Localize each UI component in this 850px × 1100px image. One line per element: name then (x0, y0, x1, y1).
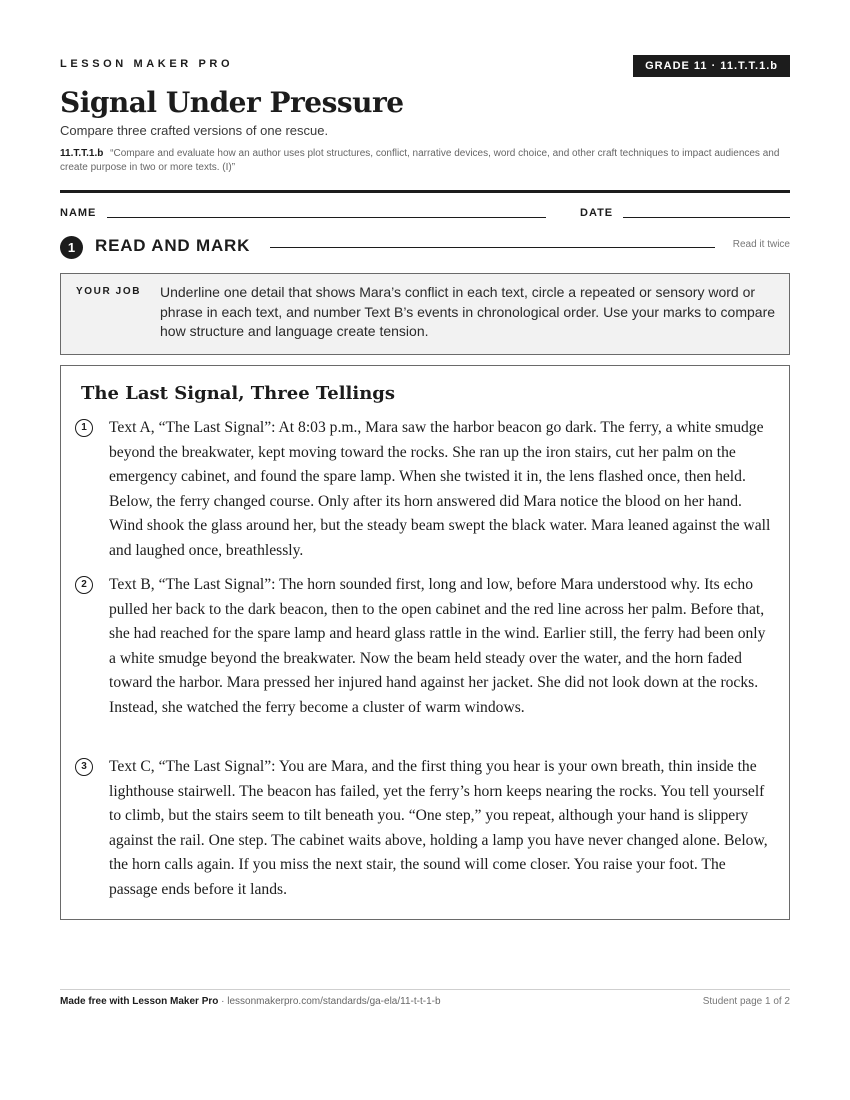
header-divider (60, 190, 790, 193)
your-job-text: Underline one detail that shows Mara’s conflict in each text, circle a repeated or sensory word or phrase in each text, and number Text B’s events in chronological order. Use your marks to compare how structure and language create tension. (160, 284, 776, 339)
your-job-box (60, 273, 790, 355)
footer-made-with: Made free with Lesson Maker Pro (60, 996, 219, 1007)
your-job-label: YOUR JOB (76, 286, 142, 297)
date-label: DATE (580, 207, 614, 219)
footer-divider (60, 989, 790, 990)
section-number-badge: 1 (60, 236, 83, 259)
section-note: Read it twice (732, 239, 790, 250)
paragraph-number: 2 (75, 576, 93, 594)
footer-url[interactable]: · lessonmakerpro.com/standards/ga-ela/11-t-t-1-b (218, 996, 441, 1007)
grade-badge: GRADE 11 · 11.T.T.1.b (633, 55, 790, 77)
paragraph-number: 1 (75, 419, 93, 437)
brand-name: LESSON MAKER PRO (60, 58, 234, 70)
name-date-row (60, 205, 790, 221)
name-label: NAME (60, 207, 97, 219)
passage-title: The Last Signal, Three Tellings (81, 383, 396, 404)
paragraph-text: Text A, “The Last Signal”: At 8:03 p.m., Mara saw the harbor beacon go dark. The ferry, a white smudge beyond the breakwater, kept moving toward the rocks. She ran up the iron stairs, cut her palm on the emergency cabinet, and found the spare lamp. When she twisted it in, the lens flashed once, then held. Below, the ferry changed course. Only after its horn answered did Mara notice the blood on her hand. Wind shook the glass around her, but the steady beam swept the black water. Mara leaned against the wall and laughed once, breathlessly. (109, 419, 771, 559)
standard-text: “Compare and evaluate how an author uses plot structures, conflict, narrative devices, word choice, and other craft techniques to impact audiences and create purpose in two or more texts. (I)” (60, 148, 780, 173)
date-field[interactable] (623, 217, 790, 218)
section-divider (270, 247, 715, 248)
footer-page-number: Student page 1 of 2 (702, 996, 790, 1007)
page-subtitle: Compare three crafted versions of one rescue. (60, 123, 329, 138)
section-title: READ AND MARK (95, 236, 251, 255)
paragraph-text: Text C, “The Last Signal”: You are Mara, and the first thing you hear is your own breath, thin inside the lighthouse stairwell. The beacon has failed, yet the ferry’s horn keeps nearing the rocks. You tell yourself to climb, but the stairs seem to tilt beneath you. “One step,” you repeat, although your hand is slippery against the rail. One step. The cabinet waits above, holding a lamp you have never changed alone. Below, the horn calls again. If you miss the next stair, the sound will come closer. You raise your foot. The passage ends before it lands. (109, 758, 768, 898)
paragraph-number: 3 (75, 758, 93, 776)
footer-credit (60, 996, 441, 1007)
section-header-read-and-mark (60, 235, 790, 259)
paragraph-text: Text B, “The Last Signal”: The horn sounded first, long and low, before Mara understood why. Its echo pulled her back to the dark beacon, then to the open cabinet and the red line across her palm. Before that, she had reached for the spare lamp and heard glass rattle in the wind. Earlier still, the ferry had been only a white smudge beyond the breakwater. Now the beam held steady over the water, and the horn faded toward the harbor. Mara pressed her injured hand against her jacket. She did not look down at the rocks. Instead, she watched the ferry become a cluster of warm windows. (109, 576, 766, 716)
standard-code: 11.T.T.1.b (60, 148, 104, 159)
name-field[interactable] (107, 217, 546, 218)
passage-box (60, 365, 790, 920)
top-bar (60, 55, 790, 77)
standard-description (60, 147, 790, 175)
page-title: Signal Under Pressure (60, 86, 404, 119)
